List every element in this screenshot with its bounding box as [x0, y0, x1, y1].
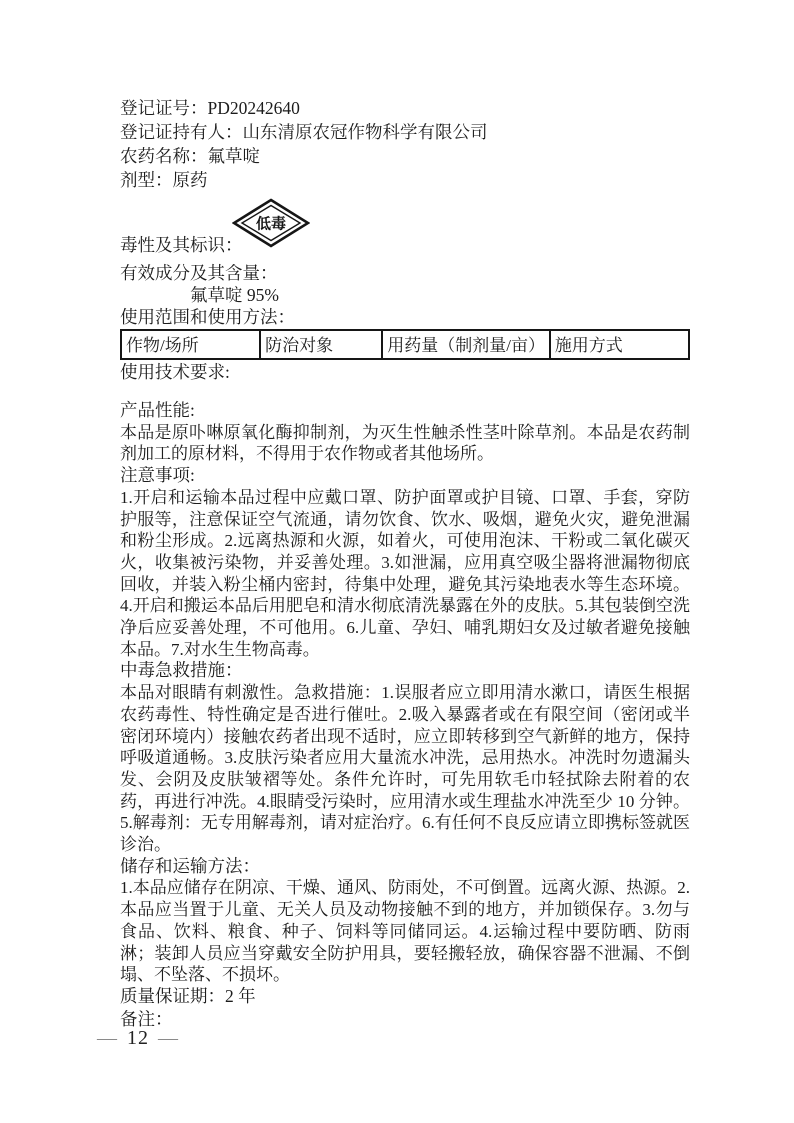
- remarks-field: [120, 1009, 690, 1031]
- field-registration-number: [120, 96, 690, 120]
- field-formulation-type-value: 原药: [172, 170, 208, 190]
- section-precautions-body: 1.开启和运输本品过程中应戴口罩、防护面罩或护目镜、口罩、手套，穿防护服等，注意保证空气流通，请勿饮食、饮水、吸烟，避免火灾，避免泄漏和粉尘形成。2.远离热源和火源，如着火，可使用泡沫、干粉或二氧化碳灭火，收集被污染物，并妥善处理。3.如泄漏，应用真空吸尘器将泄漏物彻底回收，并装入粉尘桶内密封，待集中处理，避免其污染地表水等生态环境。4.开启和搬运本品后用肥皂和清水彻底清洗暴露在外的皮肤。5.其包装倒空洗净后应妥善处理，不可他用。6.儿童、孕妇、哺乳期妇女及过敏者避免接触本品。7.对水生生物高毒。: [120, 487, 690, 659]
- section-first-aid-body: 本品对眼睛有刺激性。急救措施：1.误服者应立即用清水漱口，请医生根据农药毒性、特性确定是否进行催吐。2.吸入暴露者或在有限空间（密闭或半密闭环境内）接触农药者出现不适时，应立即转移到空气新鲜的地方，保持呼吸道通畅。3.皮肤污染者应用大量流水冲洗，忌用热水。冲洗时勿遗漏头发、会阴及皮肤皱褶等处。条件允许时，可先用软毛巾轻拭除去附着的农药，再进行冲洗。4.眼睛受污染时，应用清水或生理盐水冲洗至少 10 分钟。5.解毒剂：无专用解毒剂，请对症治疗。6.有任何不良反应请立即携标签就医诊治。: [120, 683, 690, 855]
- section-storage-transport-title: 储存和运输方法：: [120, 855, 260, 876]
- remarks-label: 备注：: [120, 1008, 173, 1029]
- section-product-performance: [120, 400, 690, 465]
- section-first-aid: [120, 660, 690, 855]
- usage-table-header-row: [121, 330, 689, 359]
- section-product-performance-body: 本品是原卟啉原氧化酶抑制剂，为灭生性触杀性茎叶除草剂。本品是农药制剂加工的原材料，不得用于农作物或者其他场所。: [120, 422, 690, 464]
- section-product-performance-title: 产品性能:: [120, 400, 195, 420]
- ingredients-value: 氟草啶 95%: [190, 285, 279, 305]
- page-number-right-dash: —: [158, 1027, 179, 1049]
- field-pesticide-name: [120, 144, 690, 168]
- usage-table-header-dosage: 用药量（制剂量/亩）: [382, 330, 550, 359]
- field-pesticide-name-value: 氟草啶: [207, 146, 260, 166]
- field-registration-holder: [120, 120, 690, 144]
- page-number-left-dash: —: [97, 1027, 118, 1049]
- document-content: [120, 96, 690, 1030]
- toxicity-diamond-icon: [232, 198, 310, 248]
- usage-table-header-method: 施用方式: [550, 330, 689, 359]
- page-number-value: 12: [127, 1027, 149, 1049]
- page-number: [88, 1026, 188, 1050]
- section-precautions: [120, 465, 690, 660]
- usage-table-header-crop: 作物/场所: [121, 330, 260, 359]
- section-storage-transport-body: 1.本品应储存在阴凉、干燥、通风、防雨处，不可倒置。远离火源、热源。2.本品应当置于儿童、无关人员及动物接触不到的地方，并加锁保存。3.勿与食品、饮料、粮食、种子、饲料等同储同运。4.运输过程中要防晒、防雨淋；装卸人员应当穿戴安全防护用具，要轻搬轻放，确保容器不泄漏、不倒塌、不坠落、不损坏。: [120, 878, 690, 985]
- field-registration-holder-label: 登记证持有人：: [120, 122, 243, 142]
- ingredients-label: 有效成分及其含量：: [120, 263, 278, 283]
- field-pesticide-name-label: 农药名称：: [120, 146, 208, 166]
- usage-scope-label: 使用范围和使用方法：: [120, 307, 295, 327]
- usage-table: [120, 329, 690, 360]
- section-first-aid-title: 中毒急救措施：: [120, 660, 243, 681]
- field-formulation-type: [120, 168, 690, 192]
- toxicity-label: 毒性及其标识：: [120, 235, 243, 255]
- toxicity-badge-text: 低毒: [255, 216, 287, 233]
- section-storage-transport: [120, 856, 690, 986]
- toxicity-row: [120, 204, 690, 256]
- section-precautions-title: 注意事项:: [120, 465, 195, 486]
- warranty-label: 质量保证期：: [120, 985, 225, 1006]
- warranty-field: [120, 986, 690, 1008]
- field-registration-holder-value: 山东清原农冠作物科学有限公司: [242, 122, 488, 142]
- field-formulation-type-label: 剂型：: [120, 170, 173, 190]
- field-registration-number-value: PD20242640: [207, 98, 300, 118]
- usage-table-header-target: 防治对象: [260, 330, 382, 359]
- field-registration-number-label: 登记证号：: [120, 98, 208, 118]
- tech-requirements-label: 使用技术要求:: [120, 362, 230, 382]
- warranty-value: 2 年: [225, 985, 256, 1006]
